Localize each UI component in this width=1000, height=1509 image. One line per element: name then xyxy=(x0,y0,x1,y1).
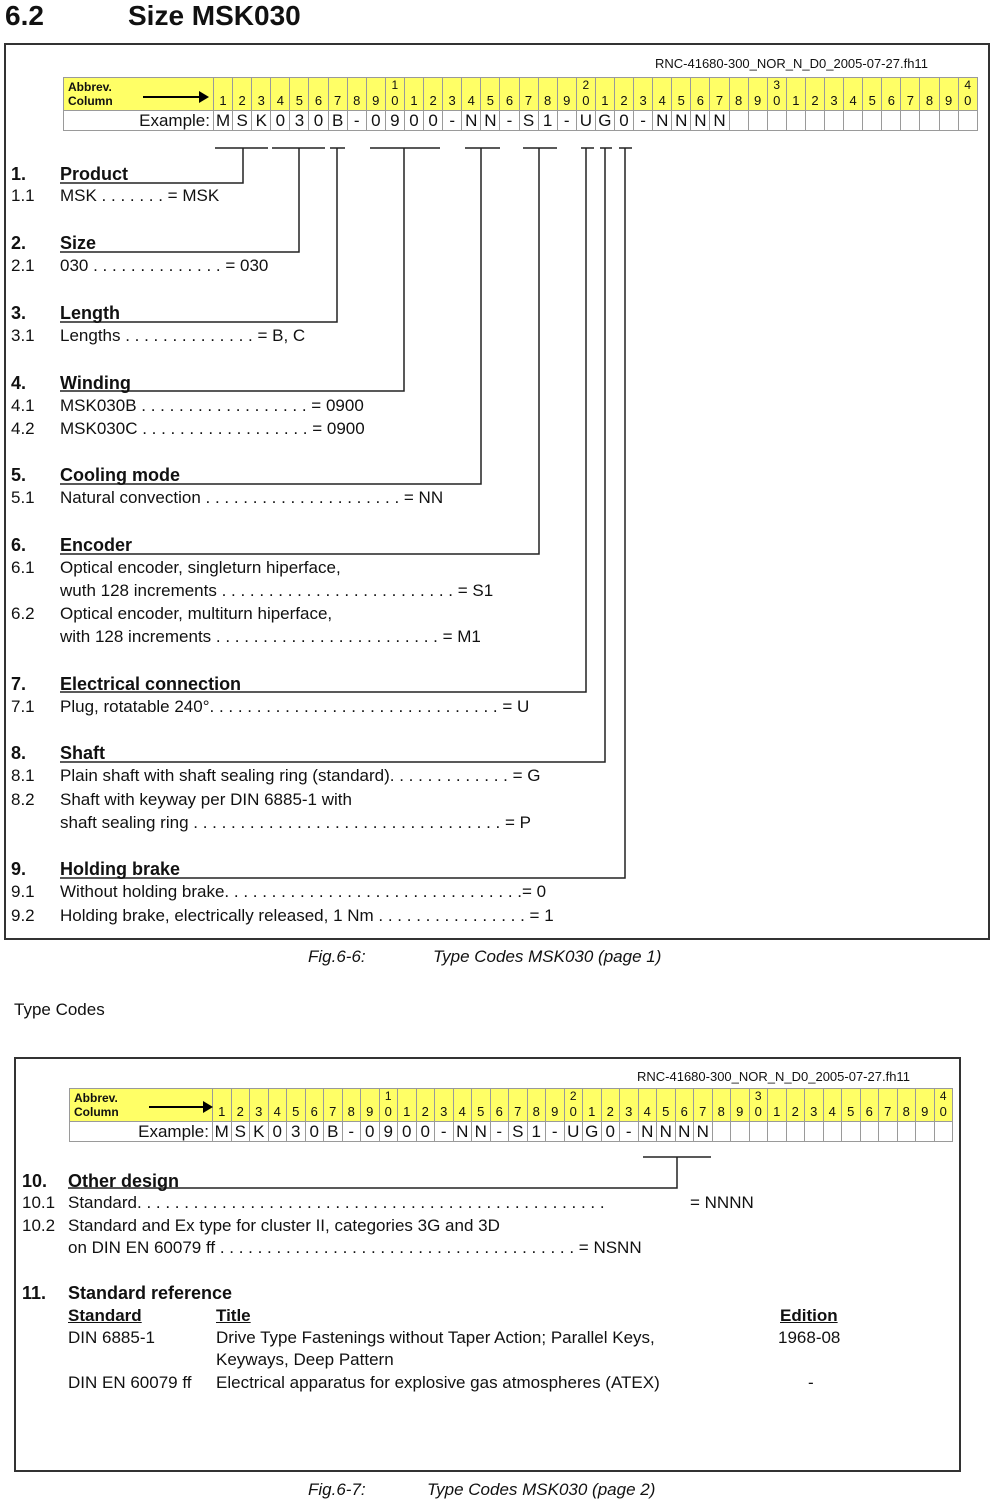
column-number-cell: 1 xyxy=(214,92,233,111)
column-number-cell: 2 xyxy=(786,1103,805,1122)
column-number-cell: 8 xyxy=(920,92,939,111)
option-number: 7.1 xyxy=(11,697,35,716)
ref-num: 11. xyxy=(22,1283,47,1303)
column-number-cell: 5 xyxy=(672,92,691,111)
example-cell: N xyxy=(675,1122,694,1142)
column-number-cell: 7 xyxy=(710,92,729,111)
decade-cell: 2 xyxy=(576,78,595,93)
column-label: Column xyxy=(68,94,113,108)
column-number-cell: 9 xyxy=(546,1103,565,1122)
option-text: Natural convection . . . . . . . . . . . . . . . . . . . . . = NN xyxy=(60,488,444,507)
column-number-cell: 8 xyxy=(347,92,366,111)
ref-header-title: Title xyxy=(216,1306,251,1325)
example-cell: G xyxy=(583,1122,602,1142)
column-number-cell: 9 xyxy=(557,92,576,111)
example-cell: 3 xyxy=(287,1122,306,1142)
column-number-cell: 5 xyxy=(287,1103,306,1122)
example-cell: M xyxy=(214,111,233,131)
example-cell: 0 xyxy=(309,111,328,131)
option-number: 4.2 xyxy=(11,419,35,438)
option-number: 3.1 xyxy=(11,326,35,345)
decade-cell: 4 xyxy=(934,1089,953,1104)
example-cell: 0 xyxy=(614,111,633,131)
column-number-cell: 6 xyxy=(675,1103,694,1122)
figure-2-filename: RNC-41680-300_NOR_N_D0_2005-07-27.fh11 xyxy=(637,1069,910,1084)
column-number-cell: 6 xyxy=(309,92,328,111)
figure-2-caption-text: Type Codes MSK030 (page 2) xyxy=(427,1480,656,1499)
decade-cell: 3 xyxy=(767,78,786,93)
option-number: 10.2 xyxy=(22,1216,56,1235)
option-number: 10.1 xyxy=(22,1193,56,1212)
decade-cell: 1 xyxy=(379,1089,398,1104)
option-number: 8.2 xyxy=(11,790,35,809)
option-number: 4.1 xyxy=(11,396,35,415)
option-text: Plug, rotatable 240°. . . . . . . . . . . . . . . . . . . . . . . . . . . . . . . = U xyxy=(60,697,530,716)
ref-row-title-cont: Keyways, Deep Pattern xyxy=(216,1350,394,1369)
option-text: wuth 128 increments . . . . . . . . . . . . . . . . . . . . . . . . . = S1 xyxy=(60,581,494,600)
section-item-title: Other design xyxy=(68,1171,180,1191)
ref-row-standard: DIN 6885-1 xyxy=(68,1328,155,1347)
example-cell: S xyxy=(519,111,538,131)
example-cell: 9 xyxy=(385,111,404,131)
column-number-cell: 8 xyxy=(729,92,748,111)
ref-row-edition: 1968-08 xyxy=(778,1328,841,1347)
example-cell: N xyxy=(481,111,500,131)
column-number-cell: 0 xyxy=(934,1103,953,1122)
decade-cell: 3 xyxy=(749,1089,768,1104)
column-number-cell: 4 xyxy=(653,92,672,111)
example-label: Example: xyxy=(70,1122,213,1142)
example-cell: B xyxy=(328,111,347,131)
option-text: on DIN EN 60079 ff . . . . . . . . . . . . . . . . . . . . . . . . . . . . . . . . . . . . . . = NSNN xyxy=(68,1238,642,1257)
example-cell: - xyxy=(347,111,366,131)
option-text: Without holding brake. . . . . . . . . . . . . . . . . . . . . . . . . . . . . . . .= 0 xyxy=(60,882,547,901)
option-text: Standard. . . . . . . . . . . . . . . . . . . . . . . . . . . . . . . . . . . . . . . . . . . . . . . . . . xyxy=(68,1193,605,1212)
abbrev-label: Abbrev. xyxy=(74,1091,118,1105)
example-cell: 0 xyxy=(424,111,443,131)
column-number-cell: 1 xyxy=(213,1103,232,1122)
column-number-cell: 4 xyxy=(844,92,863,111)
example-cell: N xyxy=(472,1122,491,1142)
column-number-cell: 2 xyxy=(424,92,443,111)
example-cell: 0 xyxy=(305,1122,324,1142)
column-number-cell: 3 xyxy=(252,92,271,111)
column-number-cell: 0 xyxy=(958,92,977,111)
section-item-title: Electrical connection xyxy=(60,674,242,694)
column-number-cell: 2 xyxy=(416,1103,435,1122)
column-number-cell: 1 xyxy=(786,92,805,111)
example-cell: B xyxy=(324,1122,343,1142)
ref-row-edition: - xyxy=(808,1373,814,1392)
example-cell: U xyxy=(564,1122,583,1142)
section-item-number: 3. xyxy=(11,303,27,323)
option-text: Shaft with keyway per DIN 6885-1 with xyxy=(60,790,352,809)
example-cell: N xyxy=(694,1122,713,1142)
option-text: Optical encoder, singleturn hiperface, xyxy=(60,558,341,577)
example-label: Example: xyxy=(64,111,214,131)
column-number-cell: 3 xyxy=(620,1103,639,1122)
option-number: 5.1 xyxy=(11,488,35,507)
column-number-cell: 8 xyxy=(527,1103,546,1122)
column-number-cell: 4 xyxy=(823,1103,842,1122)
column-number-cell: 5 xyxy=(481,92,500,111)
column-number-cell: 6 xyxy=(305,1103,324,1122)
example-cell: 9 xyxy=(379,1122,398,1142)
column-number-cell: 5 xyxy=(657,1103,676,1122)
column-number-cell: 3 xyxy=(634,92,653,111)
column-number-cell: 8 xyxy=(712,1103,731,1122)
section-item-title: Winding xyxy=(60,373,131,393)
example-cell: - xyxy=(342,1122,361,1142)
column-number-cell: 4 xyxy=(453,1103,472,1122)
column-number-cell: 6 xyxy=(691,92,710,111)
option-text: Standard and Ex type for cluster II, categories 3G and 3D xyxy=(68,1216,500,1235)
example-cell: N xyxy=(710,111,729,131)
column-number-cell: 2 xyxy=(805,92,824,111)
abbrev-label: Abbrev. xyxy=(68,80,112,94)
section-item-number: 5. xyxy=(11,465,27,485)
example-cell: - xyxy=(490,1122,509,1142)
decade-cell: 2 xyxy=(564,1089,583,1104)
column-number-cell: 7 xyxy=(694,1103,713,1122)
section-title: Size MSK030 xyxy=(128,0,301,31)
option-text: shaft sealing ring . . . . . . . . . . . . . . . . . . . . . . . . . . . . . . . . . = P xyxy=(60,813,531,832)
column-number-cell: 4 xyxy=(268,1103,287,1122)
column-number-cell: 0 xyxy=(767,92,786,111)
section-item-title: Cooling mode xyxy=(60,465,180,485)
option-text: Optical encoder, multiturn hiperface, xyxy=(60,604,333,623)
column-number-cell: 1 xyxy=(404,92,423,111)
column-number-cell: 4 xyxy=(638,1103,657,1122)
example-cell: M xyxy=(213,1122,232,1142)
column-number-cell: 3 xyxy=(443,92,462,111)
between-text: Type Codes xyxy=(14,1000,105,1019)
column-number-cell: 2 xyxy=(233,92,252,111)
example-cell: 0 xyxy=(361,1122,380,1142)
example-cell: N xyxy=(657,1122,676,1142)
column-number-cell: 4 xyxy=(271,92,290,111)
column-number-cell: 2 xyxy=(614,92,633,111)
section-item-number: 7. xyxy=(11,674,27,694)
example-cell: - xyxy=(443,111,462,131)
section-item-number: 9. xyxy=(11,859,27,879)
column-number-cell: 7 xyxy=(879,1103,898,1122)
column-number-cell: 8 xyxy=(342,1103,361,1122)
section-item-title: Holding brake xyxy=(60,859,181,879)
column-number-cell: 6 xyxy=(500,92,519,111)
example-cell: 0 xyxy=(366,111,385,131)
column-number-cell: 7 xyxy=(324,1103,343,1122)
ref-row-title: Drive Type Fastenings without Taper Action; Parallel Keys, xyxy=(216,1328,655,1347)
section-item-title: Shaft xyxy=(60,743,105,763)
column-number-cell: 9 xyxy=(366,92,385,111)
example-cell: - xyxy=(634,111,653,131)
section-item-title: Size xyxy=(60,233,97,253)
column-number-cell: 1 xyxy=(768,1103,787,1122)
option-number: 9.2 xyxy=(11,906,35,925)
column-number-cell: 9 xyxy=(748,92,767,111)
example-cell: - xyxy=(500,111,519,131)
section-item-number: 8. xyxy=(11,743,27,763)
example-cell: - xyxy=(435,1122,454,1142)
example-cell: 3 xyxy=(290,111,309,131)
example-cell: S xyxy=(233,111,252,131)
section-item-title: Encoder xyxy=(60,535,133,555)
column-number-cell: 4 xyxy=(462,92,481,111)
example-cell: - xyxy=(620,1122,639,1142)
option-number: 8.1 xyxy=(11,766,35,785)
column-number-cell: 1 xyxy=(398,1103,417,1122)
ref-header-standard: Standard xyxy=(68,1306,142,1325)
column-number-cell: 5 xyxy=(863,92,882,111)
column-number-cell: 9 xyxy=(731,1103,750,1122)
example-cell: 1 xyxy=(527,1122,546,1142)
column-number-cell: 7 xyxy=(328,92,347,111)
example-cell: N xyxy=(462,111,481,131)
column-number-cell: 8 xyxy=(538,92,557,111)
column-number-cell: 3 xyxy=(435,1103,454,1122)
section-number: 6.2 xyxy=(5,0,44,31)
example-cell: 0 xyxy=(416,1122,435,1142)
column-number-cell: 2 xyxy=(601,1103,620,1122)
ref-header-edition: Edition xyxy=(780,1306,838,1325)
column-number-cell: 8 xyxy=(897,1103,916,1122)
figure-1-filename: RNC-41680-300_NOR_N_D0_2005-07-27.fh11 xyxy=(655,56,928,71)
column-number-cell: 7 xyxy=(901,92,920,111)
example-cell: N xyxy=(653,111,672,131)
section-item-number: 1. xyxy=(11,164,27,184)
example-cell: S xyxy=(231,1122,250,1142)
column-number-cell: 7 xyxy=(509,1103,528,1122)
column-number-cell: 3 xyxy=(250,1103,269,1122)
example-cell: - xyxy=(557,111,576,131)
example-cell: N xyxy=(691,111,710,131)
section-item-number: 10. xyxy=(22,1171,48,1191)
option-number: 6.2 xyxy=(11,604,35,623)
column-number-cell: 5 xyxy=(842,1103,861,1122)
example-cell: 0 xyxy=(271,111,290,131)
example-cell: N xyxy=(638,1122,657,1142)
option-text: MSK030B . . . . . . . . . . . . . . . . . . = 0900 xyxy=(60,396,364,415)
example-cell: G xyxy=(595,111,614,131)
option-number: 9.1 xyxy=(11,882,35,901)
column-label: Column xyxy=(74,1105,119,1119)
option-text: 030 . . . . . . . . . . . . . . = 030 xyxy=(60,256,269,275)
example-cell: 0 xyxy=(398,1122,417,1142)
option-text: MSK030C . . . . . . . . . . . . . . . . . . = 0900 xyxy=(60,419,365,438)
column-number-cell: 6 xyxy=(860,1103,879,1122)
example-cell: - xyxy=(546,1122,565,1142)
ref-row-standard: DIN EN 60079 ff xyxy=(68,1373,192,1392)
figure-1-caption-text: Type Codes MSK030 (page 1) xyxy=(433,947,662,966)
column-number-cell: 7 xyxy=(519,92,538,111)
decade-cell: 4 xyxy=(958,78,977,93)
section-item-number: 4. xyxy=(11,373,27,393)
column-number-cell: 5 xyxy=(290,92,309,111)
column-number-cell: 3 xyxy=(825,92,844,111)
column-number-cell: 9 xyxy=(361,1103,380,1122)
section-item-number: 6. xyxy=(11,535,27,555)
column-number-cell: 6 xyxy=(882,92,901,111)
option-number: 1.1 xyxy=(11,186,35,205)
column-number-cell: 0 xyxy=(576,92,595,111)
column-number-cell: 2 xyxy=(231,1103,250,1122)
option-text: Plain shaft with shaft sealing ring (standard). . . . . . . . . . . . . = G xyxy=(60,766,541,785)
example-cell: 0 xyxy=(268,1122,287,1142)
example-cell: 0 xyxy=(601,1122,620,1142)
column-number-cell: 1 xyxy=(595,92,614,111)
section-item-title: Length xyxy=(60,303,120,323)
ref-title: Standard reference xyxy=(68,1283,233,1303)
decade-cell: 1 xyxy=(385,78,404,93)
example-cell: K xyxy=(250,1122,269,1142)
option-value: = NNNN xyxy=(690,1193,754,1212)
column-number-cell: 9 xyxy=(939,92,958,111)
option-text: MSK . . . . . . . = MSK xyxy=(60,186,220,205)
option-text: Holding brake, electrically released, 1 Nm . . . . . . . . . . . . . . . . = 1 xyxy=(60,906,554,925)
column-number-cell: 0 xyxy=(564,1103,583,1122)
example-cell: U xyxy=(576,111,595,131)
example-cell: 0 xyxy=(404,111,423,131)
option-text: Lengths . . . . . . . . . . . . . . = B, C xyxy=(60,326,306,345)
column-number-cell: 0 xyxy=(379,1103,398,1122)
example-cell: N xyxy=(453,1122,472,1142)
example-cell: K xyxy=(252,111,271,131)
ref-row-title: Electrical apparatus for explosive gas atmospheres (ATEX) xyxy=(216,1373,660,1392)
option-text: with 128 increments . . . . . . . . . . . . . . . . . . . . . . . . = M1 xyxy=(60,627,481,646)
column-number-cell: 1 xyxy=(583,1103,602,1122)
option-number: 6.1 xyxy=(11,558,35,577)
column-number-cell: 0 xyxy=(385,92,404,111)
section-item-title: Product xyxy=(60,164,129,184)
example-cell: N xyxy=(672,111,691,131)
figure-1-caption-label: Fig.6-6: xyxy=(308,947,366,966)
column-number-cell: 3 xyxy=(805,1103,824,1122)
column-number-cell: 0 xyxy=(749,1103,768,1122)
example-cell: S xyxy=(509,1122,528,1142)
example-cell: 1 xyxy=(538,111,557,131)
column-number-cell: 5 xyxy=(472,1103,491,1122)
column-number-cell: 6 xyxy=(490,1103,509,1122)
figure-2-caption-label: Fig.6-7: xyxy=(308,1480,366,1499)
column-number-cell: 9 xyxy=(916,1103,935,1122)
section-item-number: 2. xyxy=(11,233,27,253)
option-number: 2.1 xyxy=(11,256,35,275)
